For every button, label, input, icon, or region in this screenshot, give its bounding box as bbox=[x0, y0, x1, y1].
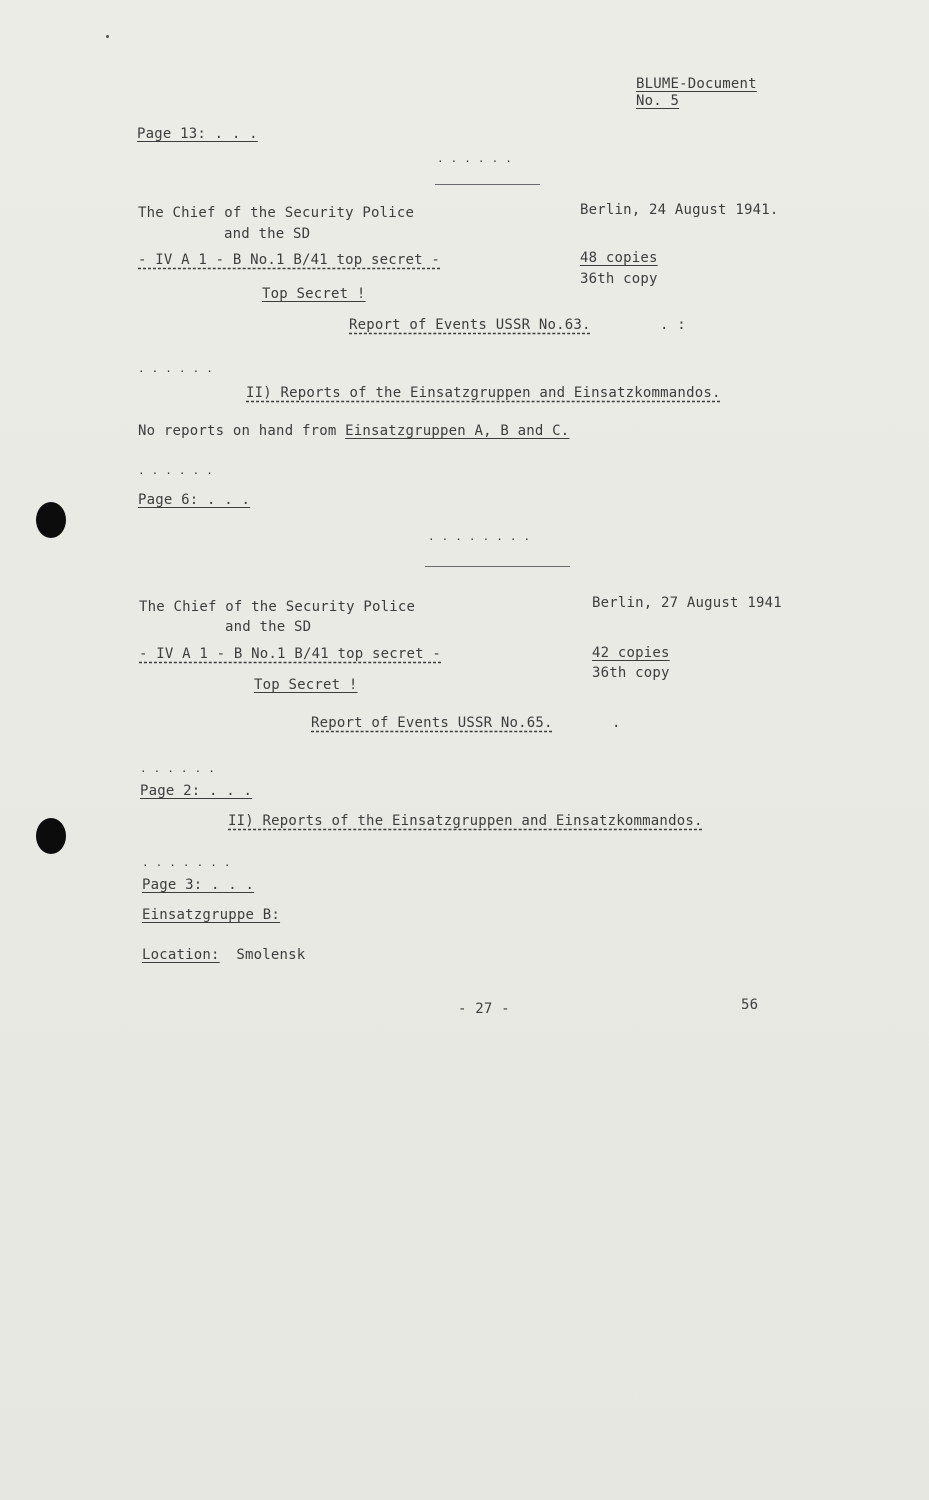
report-title: Report of Events USSR No.65. bbox=[311, 715, 553, 731]
page-number: - 27 - bbox=[458, 1001, 510, 1017]
copy-number: 36th copy bbox=[592, 665, 670, 681]
page-ref-3: Page 3: . . . bbox=[142, 877, 255, 893]
ellipsis-dots: . . . . . . . . bbox=[428, 530, 531, 543]
punch-hole-bottom bbox=[36, 818, 66, 854]
page-ref-2: Page 2: . . . bbox=[140, 783, 253, 799]
report-title: Report of Events USSR No.63. bbox=[349, 317, 591, 333]
divider-line bbox=[435, 184, 540, 185]
stamp-number: 56 bbox=[741, 997, 759, 1013]
no-reports-text: No reports on hand from bbox=[138, 423, 346, 439]
classification: Top Secret ! bbox=[254, 677, 358, 693]
classification: Top Secret ! bbox=[262, 286, 366, 302]
page-ref-13: Page 13: . . . bbox=[137, 126, 258, 142]
ellipsis-dots: . . . . . . bbox=[138, 362, 214, 375]
ellipsis-dots: . . . . . . bbox=[437, 152, 513, 165]
divider-line bbox=[425, 566, 570, 567]
einsatzgruppe-label: Einsatzgruppe B: bbox=[142, 907, 281, 923]
letter-date: Berlin, 24 August 1941. bbox=[580, 202, 779, 218]
reference-number: - IV A 1 - B No.1 B/41 top secret - bbox=[139, 646, 442, 662]
report-title-tail: . : bbox=[660, 317, 686, 333]
letter-date: Berlin, 27 August 1941 bbox=[592, 595, 782, 611]
sender-line-1: The Chief of the Security Police bbox=[139, 599, 416, 615]
ellipsis-dots: . . . . . . bbox=[140, 762, 216, 775]
document-label: BLUME-Document bbox=[636, 76, 757, 92]
page-ref-6: Page 6: . . . bbox=[138, 492, 251, 508]
copies-count: 48 copies bbox=[580, 250, 658, 266]
ellipsis-dots: . . . . . . bbox=[138, 464, 214, 477]
sender-line-1: The Chief of the Security Police bbox=[138, 205, 415, 221]
location-label: Location: bbox=[142, 947, 220, 963]
reference-number: - IV A 1 - B No.1 B/41 top secret - bbox=[138, 252, 441, 268]
sender-line-2: and the SD bbox=[224, 226, 311, 242]
location-value: Smolensk bbox=[236, 947, 306, 963]
speck bbox=[106, 35, 109, 38]
no-reports-groups: Einsatzgruppen A, B and C. bbox=[345, 423, 570, 439]
report-title-tail: . bbox=[612, 715, 621, 731]
no-reports-line bbox=[138, 422, 569, 440]
copy-number: 36th copy bbox=[580, 271, 658, 287]
section-heading: II) Reports of the Einsatzgruppen and Einsatzkommandos. bbox=[246, 385, 721, 401]
document-number: No. 5 bbox=[636, 93, 680, 109]
copies-count: 42 copies bbox=[592, 645, 670, 661]
punch-hole-top bbox=[36, 502, 66, 538]
sender-line-2: and the SD bbox=[225, 619, 312, 635]
section-heading: II) Reports of the Einsatzgruppen and Einsatzkommandos. bbox=[228, 813, 703, 829]
ellipsis-dots: . . . . . . . bbox=[142, 856, 231, 869]
location-line bbox=[142, 946, 305, 964]
